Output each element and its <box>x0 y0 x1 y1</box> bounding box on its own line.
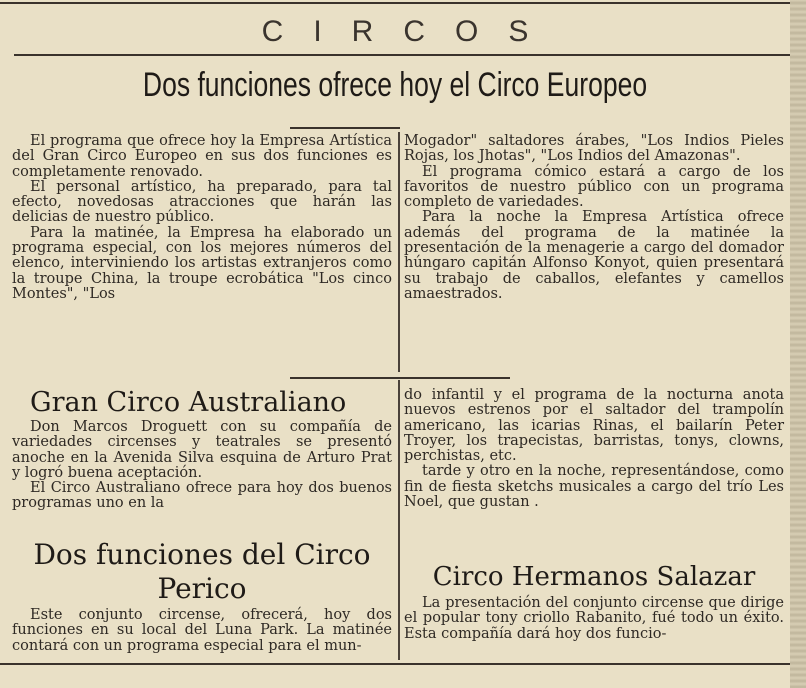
australiano-column <box>12 420 392 512</box>
europeo-paragraph: El programa cómico estará a cargo de los favoritos de nuestro público con un programa completo de variedades. <box>404 163 784 211</box>
australiano-paragraph: Don Marcos Droguett con su compañía de variedades circenses y teatrales se presentó anoche en la Avenida Silva esquina de Arturo Prat y logró buena aceptación. <box>12 419 392 481</box>
continuation-paragraph: tarde y otro en la noche, representándose, como fin de fiesta sketchs musicales a cargo del trío Les Noel, que gustan . <box>404 463 784 511</box>
europeo-paragraph: Mogador" saltadores árabes, "Los Indios Pieles Rojas, los Jhotas", "Los Indios del Amazonas". <box>404 133 784 165</box>
australiano-title: Gran Circo Australiano <box>30 387 347 418</box>
salazar-title: Circo Hermanos Salazar <box>432 562 756 592</box>
headline-rule <box>290 127 400 129</box>
column-divider <box>398 132 400 372</box>
perico-title-line2: Perico <box>157 572 247 605</box>
salazar-paragraph: La presentación del conjunto circense que dirige el popular tony criollo Rabanito, fué todo un éxito. Esta compañía dará hoy dos funcio- <box>404 595 784 642</box>
top-rule <box>0 2 790 4</box>
column-divider <box>398 380 400 660</box>
perico-title-line1: Dos funciones del Circo <box>33 538 371 571</box>
bottom-rule <box>0 663 790 665</box>
perico-column <box>12 608 392 654</box>
australiano-paragraph: El Circo Australiano ofrece para hoy dos buenos programas uno en la <box>12 480 392 512</box>
headline: Dos funciones ofrece hoy el Circo Europeo <box>142 66 648 104</box>
page-edge <box>790 0 806 688</box>
europeo-paragraph: Para la matinée, la Empresa ha elaborado un programa especial, con los mejores números del elenco, interviniendo los artistas extranjeros como la troupe China, la troupe ecrobática "Los cinco Montes", "Los <box>12 224 392 302</box>
article-rule <box>290 377 510 379</box>
continuation-column <box>404 388 784 510</box>
europeo-paragraph: Para la noche la Empresa Artística ofrece además del programa de la matinée la presentación de la menagerie a cargo del domador húngaro capitán Alfonso Konyot, quien presentará su trabajo de caballos, elefantes y camellos amaestrados. <box>404 209 784 302</box>
perico-paragraph: Este conjunto circense, ofrecerá, hoy dos funciones en su local del Luna Park. La matinée contará con un programa especial para el mun- <box>12 607 392 654</box>
section-title: CIRCOS <box>261 15 559 48</box>
salazar-column <box>404 596 784 642</box>
europeo-paragraph: El programa que ofrece hoy la Empresa Artística del Gran Circo Europeo en sus dos funciones es completamente renovado. <box>12 133 392 180</box>
continuation-paragraph: do infantil y el programa de la nocturna anota nuevos estrenos por el saltador del trampolín americano, las icarias Rinas, el bailarín Peter Troyer, los trapecistas, barristas, tonys, clowns, perchistas, etc. <box>404 387 784 465</box>
europeo-paragraph: El personal artístico, ha preparado, para tal efecto, novedosas atracciones que harán las delicias de nuestro público. <box>12 178 392 226</box>
europeo-left-column <box>12 134 392 302</box>
europeo-right-column <box>404 134 784 302</box>
section-rule <box>14 54 790 56</box>
